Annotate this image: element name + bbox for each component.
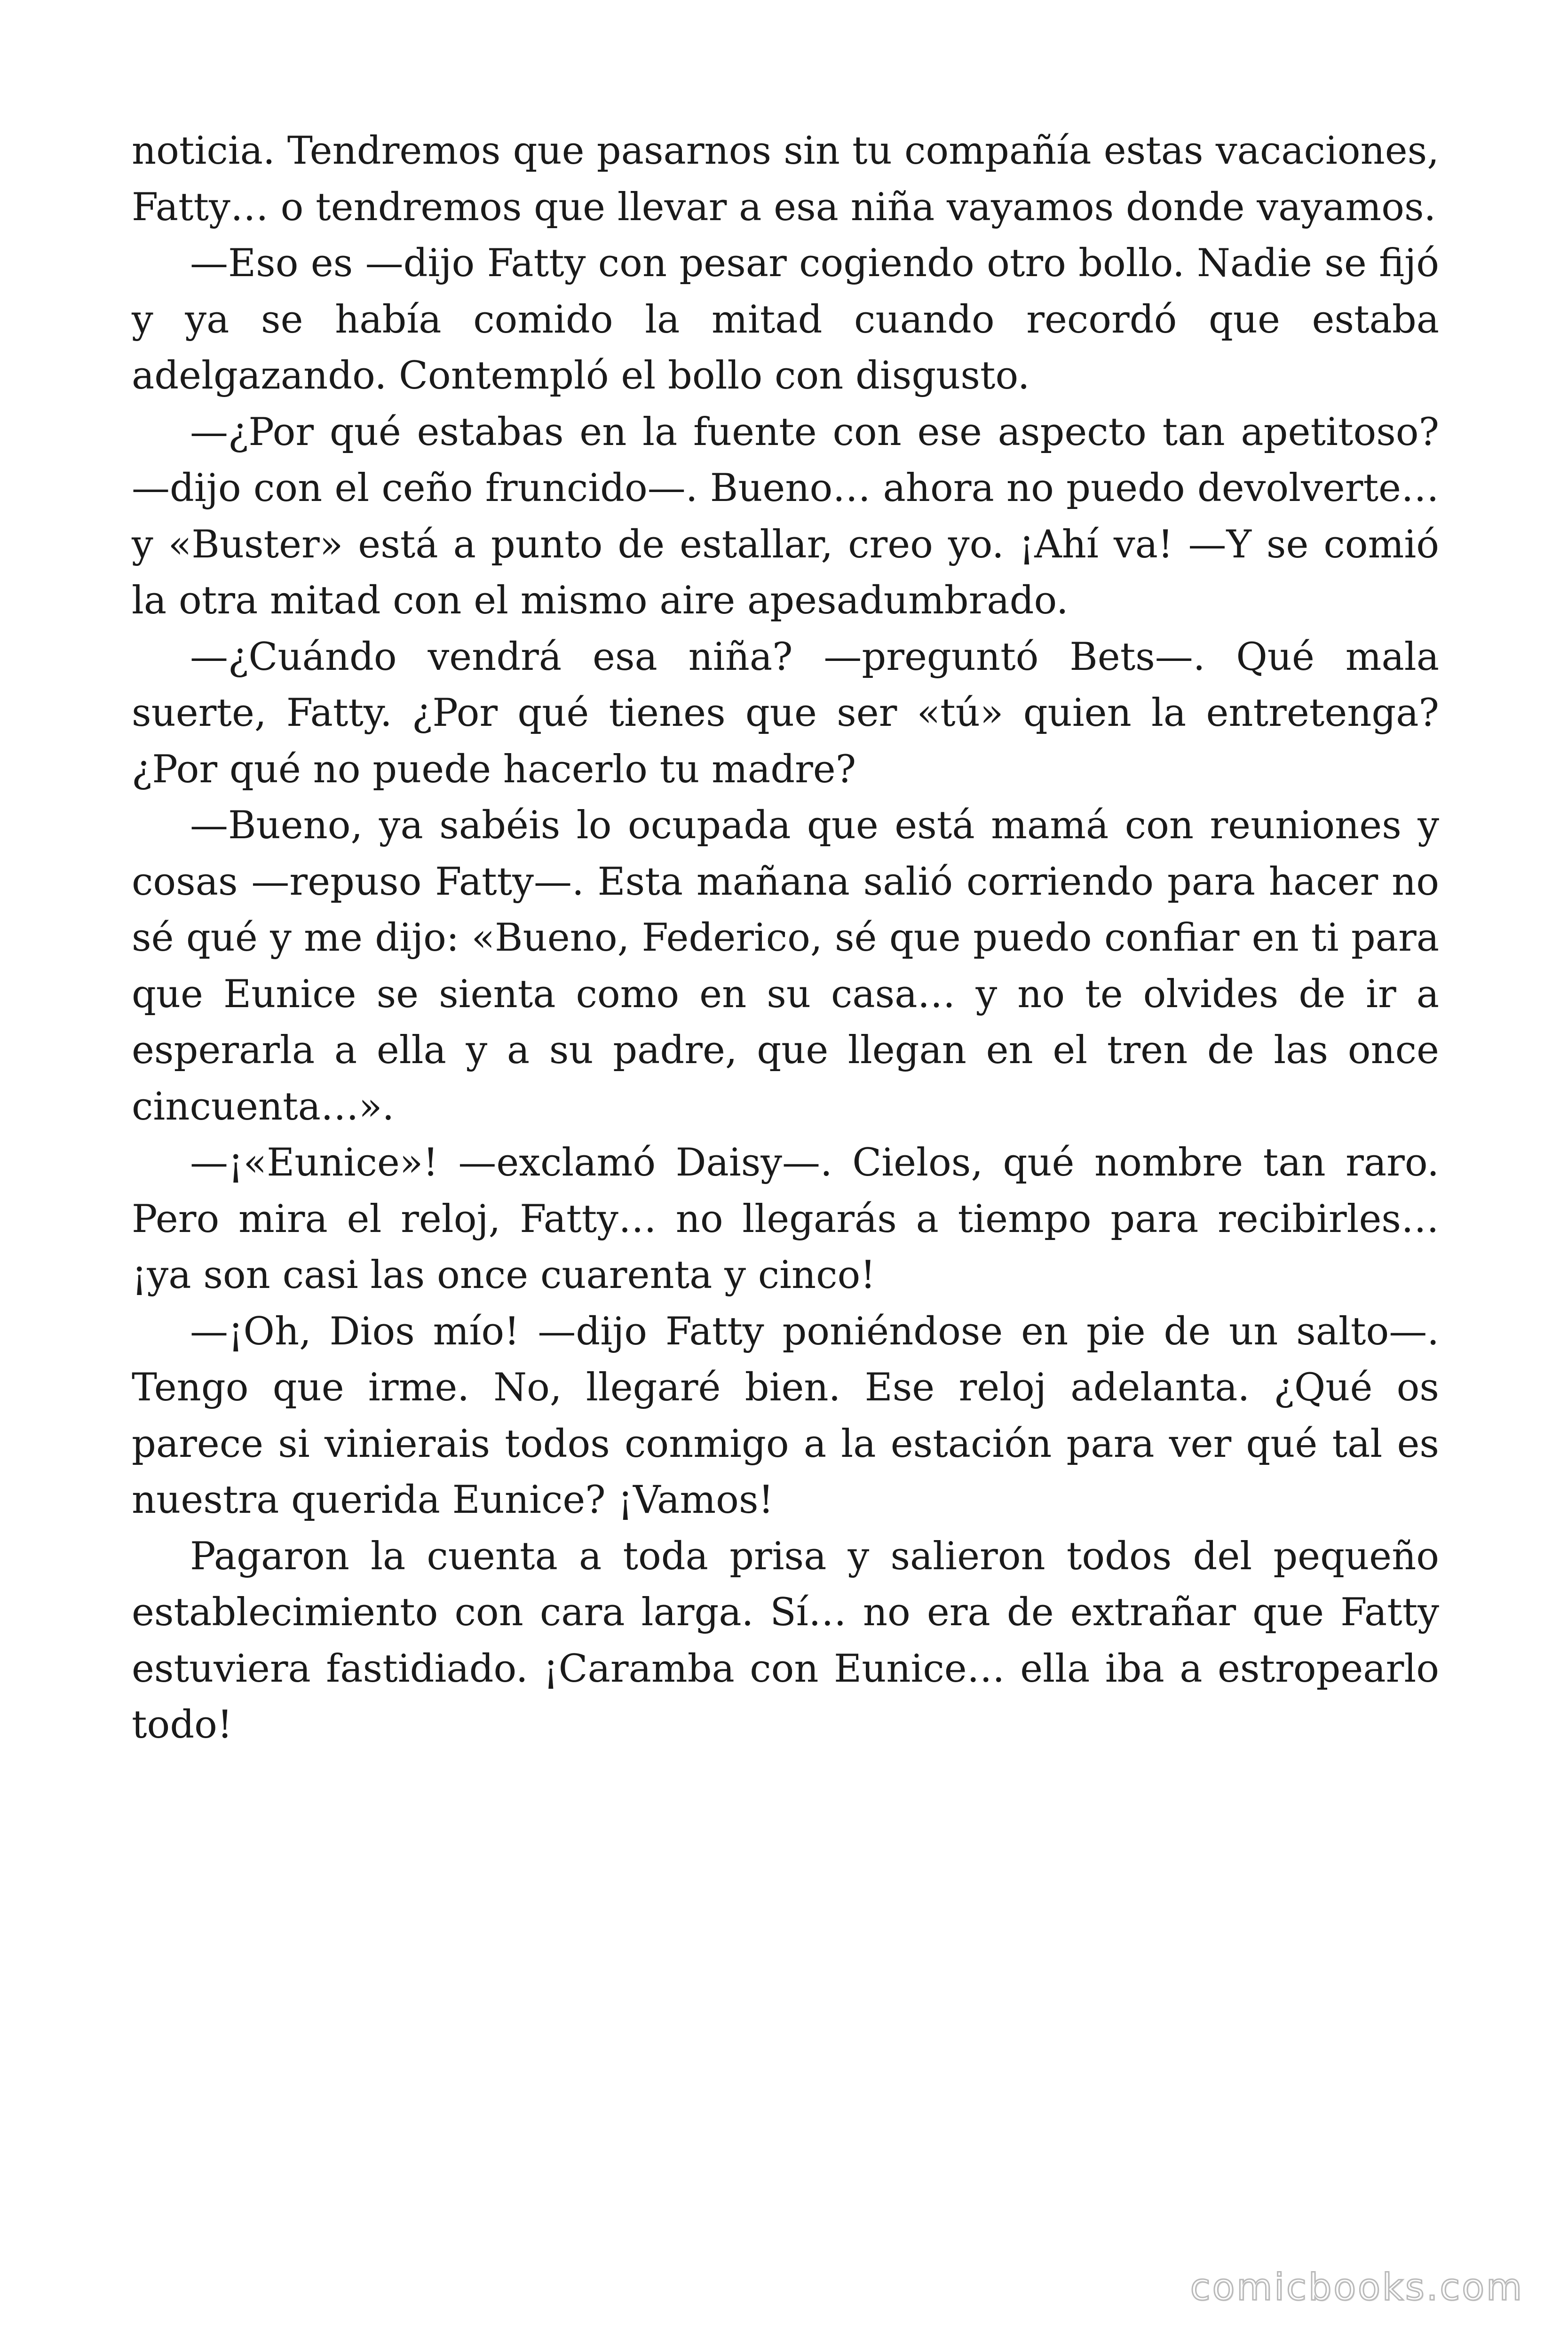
paragraph: —¿Cuándo vendrá esa niña? —preguntó Bets—. Qué mala suerte, Fatty. ¿Por qué tienes que ser «tú» quien la entretenga? ¿Por qué no puede hacerlo tu madre? [132,635,1439,792]
paragraph-continuation: noticia. Tendremos que pasarnos sin tu compañía estas vacaciones, Fatty… o tendremos que llevar a esa niña vayamos donde vayamos. [132,129,1439,230]
paragraph: —¡Oh, Dios mío! —dijo Fatty poniéndose en pie de un salto—. Tengo que irme. No, llegaré bien. Ese reloj adelanta. ¿Qué os parece si vinierais todos conmigo a la estación para ver qué tal es nuestra querida Eunice? ¡Vamos! [132,1309,1439,1522]
body-text [132,123,1439,1754]
watermark-logo: comicbooks.com [1190,2266,1524,2309]
paragraph: Pagaron la cuenta a toda prisa y salieron todos del pequeño establecimiento con cara larga. Sí… no era de extrañar que Fatty estuviera fastidiado. ¡Caramba con Eunice… ella iba a estropearlo todo! [132,1534,1439,1747]
paragraph: —¿Por qué estabas en la fuente con ese aspecto tan apetitoso? —dijo con el ceño fruncido—. Bueno… ahora no puedo devolverte… y «Buster» está a punto de estallar, creo yo. ¡Ahí va! —Y se comió la otra mitad con el mismo aire apesadumbrado. [132,410,1439,623]
paragraph: —¡«Eunice»! —exclamó Daisy—. Cielos, qué nombre tan raro. Pero mira el reloj, Fatty… no llegarás a tiempo para recibirles… ¡ya son casi las once cuarenta y cinco! [132,1141,1439,1297]
paragraph: —Bueno, ya sabéis lo ocupada que está mamá con reuniones y cosas —repuso Fatty—. Esta mañana salió corriendo para hacer no sé qué y me dijo: «Bueno, Federico, sé que puedo confiar en ti para que Eunice se sienta como en su casa… y no te olvides de ir a esperarla a ella y a su padre, que llegan en el tren de las once cincuenta…». [132,803,1439,1129]
paragraph: —Eso es —dijo Fatty con pesar cogiendo otro bollo. Nadie se fijó y ya se había comido la mitad cuando recordó que estaba adelgazando. Contempló el bollo con disgusto. [132,241,1439,398]
